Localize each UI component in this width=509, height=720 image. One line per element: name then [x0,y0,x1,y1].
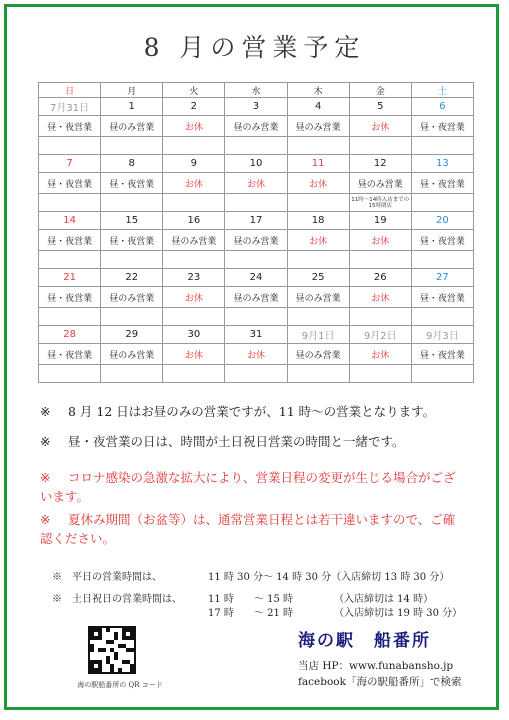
calendar-note: 11時～14時入店までの15時閉店 [349,194,411,212]
calendar-note [287,194,349,212]
calendar-table [38,82,474,383]
status-row [39,344,474,365]
calendar-date: 27 [411,269,473,287]
status-both: 昼・夜営業 [411,344,473,365]
calendar-note [411,251,473,269]
status-lunch: 昼のみ営業 [101,344,163,365]
calendar-date: 9月2日 [349,326,411,344]
shop-logo: 海の駅 船番所 [298,631,431,651]
calendar-note [39,137,101,155]
calendar-note [163,194,225,212]
calendar-note [225,365,287,383]
weekday-header: 金 [349,83,411,98]
status-lunch: 昼のみ営業 [287,116,349,137]
status-row [39,287,474,308]
calendar-date: 16 [163,212,225,230]
calendar-note [349,137,411,155]
status-lunch: 昼のみ営業 [225,116,287,137]
status-lunch: 昼のみ営業 [101,116,163,137]
calendar-date: 9月1日 [287,326,349,344]
note-corona: ※ コロナ感染の急激な拡大により、営業日程の変更が生じる場合がございます。 [40,470,456,504]
status-lunch: 昼のみ営業 [101,287,163,308]
status-row [39,230,474,251]
status-both: 昼・夜営業 [101,230,163,251]
note-row [39,194,474,212]
calendar-date: 8 [101,155,163,173]
calendar-note [163,308,225,326]
calendar-note [101,365,163,383]
status-both: 昼・夜営業 [411,230,473,251]
calendar-date: 14 [39,212,101,230]
calendar-note [287,365,349,383]
calendar-date: 10 [225,155,287,173]
status-both: 昼・夜営業 [39,344,101,365]
status-lunch: 昼のみ営業 [287,344,349,365]
status-closed: お休 [287,173,349,194]
calendar-note [39,308,101,326]
calendar-note [101,194,163,212]
calendar-date: 9月3日 [411,326,473,344]
calendar-date: 28 [39,326,101,344]
page-title: 8 月の営業予定 [143,33,366,62]
weekday-header: 月 [101,83,163,98]
status-closed: お休 [163,344,225,365]
calendar-date: 7 [39,155,101,173]
status-both: 昼・夜営業 [39,230,101,251]
status-row [39,116,474,137]
calendar-note [225,137,287,155]
status-closed: お休 [349,230,411,251]
status-row [39,173,474,194]
status-closed: お休 [349,344,411,365]
status-closed: お休 [349,116,411,137]
calendar-note [225,194,287,212]
calendar-date: 7月31日 [39,98,101,116]
qr-code[interactable] [88,626,136,674]
calendar-note [411,194,473,212]
status-lunch: 昼のみ営業 [349,173,411,194]
calendar-note [101,251,163,269]
calendar-date: 26 [349,269,411,287]
weekday-header: 土 [411,83,473,98]
status-closed: お休 [163,116,225,137]
status-closed: お休 [349,287,411,308]
calendar-note [163,251,225,269]
calendar-note [349,365,411,383]
calendar-note [349,251,411,269]
note-aug12: ※ 8 月 12 日はお昼のみの営業ですが、11 時～の営業となります。 [40,404,436,419]
note-row [39,365,474,383]
calendar-date: 13 [411,155,473,173]
qr-code-icon [90,628,134,672]
calendar-note [163,365,225,383]
status-closed: お休 [163,173,225,194]
status-lunch: 昼のみ営業 [225,230,287,251]
note-summer: ※ 夏休み期間（お盆等）は、通常営業日程とは若干違いますので、ご確認ください。 [40,512,456,546]
date-row [39,155,474,173]
weekday-header: 水 [225,83,287,98]
calendar-note [39,194,101,212]
note-row [39,137,474,155]
note-row [39,308,474,326]
weekday-header: 日 [39,83,101,98]
status-closed: お休 [287,230,349,251]
calendar-date: 2 [163,98,225,116]
calendar-note [101,308,163,326]
status-closed: お休 [163,287,225,308]
calendar-date: 4 [287,98,349,116]
calendar-note [411,308,473,326]
calendar-note [225,308,287,326]
calendar-note [39,251,101,269]
homepage-link[interactable]: 当店 HP：www.funabansho.jp [298,660,454,672]
calendar-note [411,137,473,155]
calendar-date: 12 [349,155,411,173]
note-row [39,251,474,269]
calendar-date: 31 [225,326,287,344]
calendar-date: 30 [163,326,225,344]
calendar-date: 1 [101,98,163,116]
status-both: 昼・夜営業 [411,287,473,308]
status-both: 昼・夜営業 [411,116,473,137]
qr-caption: 海の駅船番所の QR コード [77,681,163,689]
date-row [39,98,474,116]
status-both: 昼・夜営業 [101,173,163,194]
weekday-header: 木 [287,83,349,98]
calendar-note [287,308,349,326]
status-both: 昼・夜営業 [39,287,101,308]
status-closed: お休 [225,173,287,194]
status-lunch: 昼のみ営業 [287,287,349,308]
calendar-note [225,251,287,269]
calendar-date: 25 [287,269,349,287]
date-row [39,212,474,230]
weekday-header: 火 [163,83,225,98]
calendar-note [101,137,163,155]
calendar-date: 11 [287,155,349,173]
calendar-note [287,251,349,269]
calendar-date: 22 [101,269,163,287]
calendar-date: 6 [411,98,473,116]
status-both: 昼・夜営業 [39,173,101,194]
calendar-note [411,365,473,383]
status-lunch: 昼のみ営業 [225,287,287,308]
calendar-date: 19 [349,212,411,230]
date-row [39,269,474,287]
calendar-date: 18 [287,212,349,230]
calendar-date: 20 [411,212,473,230]
calendar-date: 29 [101,326,163,344]
calendar-note [349,308,411,326]
date-row [39,326,474,344]
note-day-night: ※ 昼・夜営業の日は、時間が土日祝日営業の時間と一緒です。 [40,434,405,449]
status-both: 昼・夜営業 [411,173,473,194]
calendar-note [39,365,101,383]
calendar-date: 15 [101,212,163,230]
facebook-text: facebook「海の駅船番所」で検索 [298,676,462,688]
calendar-date: 24 [225,269,287,287]
status-lunch: 昼のみ営業 [163,230,225,251]
calendar-date: 17 [225,212,287,230]
status-closed: お休 [225,344,287,365]
calendar-note [163,137,225,155]
status-both: 昼・夜営業 [39,116,101,137]
calendar-date: 23 [163,269,225,287]
calendar-date: 9 [163,155,225,173]
calendar-date: 21 [39,269,101,287]
calendar-date: 5 [349,98,411,116]
calendar-date: 3 [225,98,287,116]
calendar-header-row [39,83,474,98]
calendar-note [287,137,349,155]
